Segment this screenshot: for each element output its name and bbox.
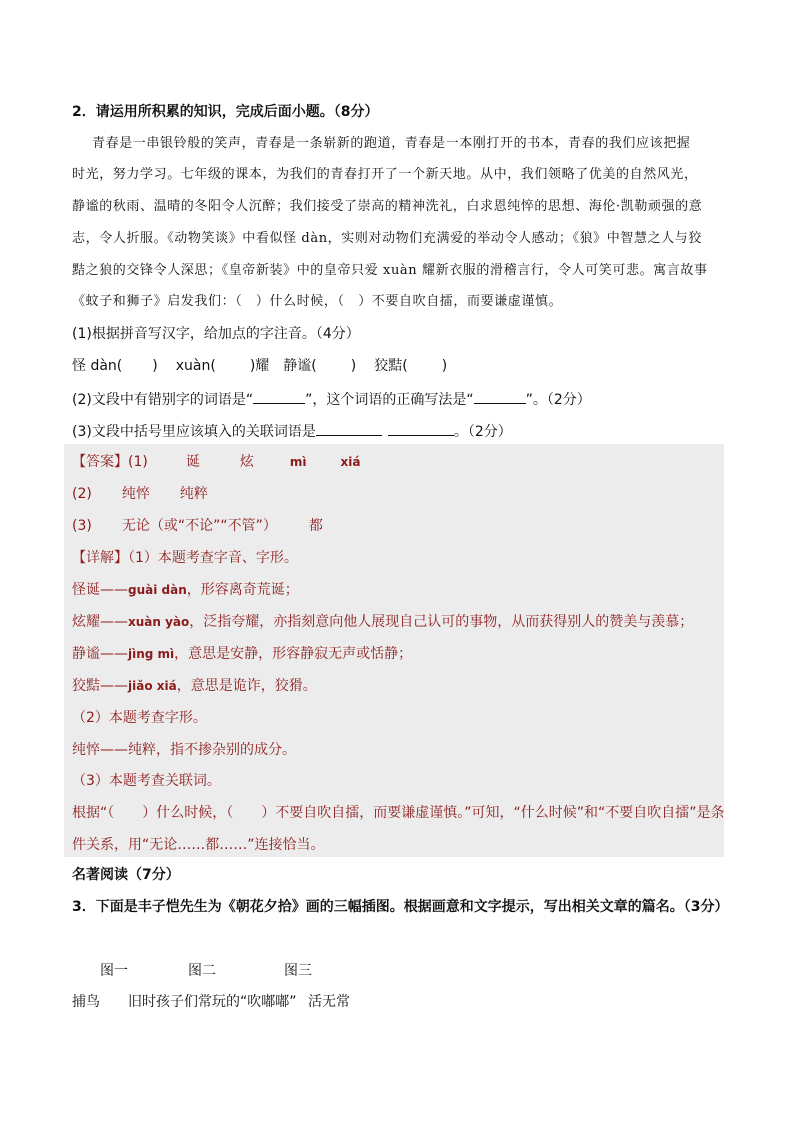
subquestion-1: (1)根据拼音写汉字，给加点的字注音。（4分） — [72, 326, 360, 342]
passage-line-5: 黠之狼的交锋令人深思；《皇帝新装》中的皇帝只爱 xuàn 耀新衣服的滑稽言行，令人可笑可悲。寓言故事 — [72, 263, 708, 278]
caption-2: 旧时孩子们常玩的“吹嘟嘟” — [128, 994, 297, 1010]
blank-wrong-word[interactable] — [253, 389, 305, 404]
caption-1: 捕鸟 — [72, 994, 100, 1010]
answer-row-3: (3) 无论（或“不论”“不管”） 都 — [72, 518, 323, 534]
question-2-title: 2．请运用所积累的知识，完成后面小题。（8分） — [72, 104, 379, 120]
caption-3: 活无常 — [308, 994, 350, 1010]
passage-line-4: 志，令人折服。《动物笑谈》中看似怪 dàn，实则对动物们充满爱的举动令人感动；《狼》中智慧之人与狡 — [72, 231, 702, 246]
explanation-line-chuncui: 纯悴——纯粹，指不掺杂别的成分。 — [72, 742, 296, 758]
passage-line-2: 时光，努力学习。七年级的课本，为我们的青春打开了一个新天地。从中，我们领略了优美的自然风光， — [72, 167, 698, 182]
answer-row-1: 【答案】(1) 诞 炫 mì xiá — [72, 454, 361, 470]
explanation-line-3b: 件关系，用“无论……都……”连接恰当。 — [72, 837, 325, 853]
item-guaidan: 怪 dàn( — [72, 358, 123, 374]
explanation-intro-1: 【详解】（1）本题考查字音、字形。 — [72, 550, 298, 566]
explanation-line-3a: 根据“（ ）什么时候，（ ）不要自吹自擂，而要谦虚谨慎。”可知，“什么时候”和“不要自吹自擂”是条 — [72, 805, 725, 821]
item-xuanyao: xuàn( — [175, 358, 216, 374]
explanation-intro-3: （3）本题考查关联词。 — [72, 773, 221, 789]
explanation-line-guaidan: 怪诞——guài dàn，形容离奇荒诞； — [72, 582, 299, 598]
figure-label-1: 图一 — [100, 963, 128, 979]
subquestion-2: (2)文段中有错别字的词语是“ ”，这个词语的正确写法是“ ”。（2分） — [72, 389, 591, 409]
answer-label: 【答案】(1) — [72, 454, 148, 470]
passage-line-3: 静谧的秋雨、温晴的冬阳令人沉醉；我们接受了崇高的精神洗礼，白求恩纯悴的思想、海伦·凯勒顽强的意 — [72, 199, 703, 214]
passage-line-1: 青春是一串银铃般的笑声，青春是一条崭新的跑道，青春是一本刚打开的书本，青春的我们应该把握 — [92, 136, 691, 151]
explanation-label: 【详解】 — [72, 550, 128, 566]
explanation-line-xuanyao: 炫耀——xuàn yào，泛指夸耀，亦指刻意向他人展现自己认可的事物，从而获得别人的赞美与羡慕； — [72, 614, 694, 630]
item-jingmi: 静谧( — [283, 358, 317, 374]
figure-label-2: 图二 — [188, 963, 216, 979]
blank-conjunction-2[interactable] — [388, 421, 454, 436]
subquestion-3: (3)文段中括号里应该填入的关联词语是 。（2分） — [72, 421, 512, 441]
subquestion-1-items: 怪 dàn( ) xuàn( )耀 静谧( ) 狡黠( ) — [72, 358, 448, 374]
question-3-title: 3．下面是丰子恺先生为《朝花夕拾》画的三幅插图。根据画意和文字提示，写出相关文章的篇名。（3分） — [72, 899, 729, 915]
item-jiaoxia: 狡黠( — [374, 358, 408, 374]
passage-line-6: 《蚊子和狮子》启发我们：（ ）什么时候，（ ）不要自吹自擂，而要谦虚谨慎。 — [72, 294, 563, 309]
explanation-line-jingmi: 静谧——jìng mì，意思是安静，形容静寂无声或恬静； — [72, 646, 413, 662]
blank-conjunction-1[interactable] — [316, 421, 382, 436]
answer-row-2: (2) 纯悴 纯粹 — [72, 486, 208, 502]
blank-correct-word[interactable] — [474, 389, 526, 404]
explanation-intro-2: （2）本题考查字形。 — [72, 710, 207, 726]
explanation-line-jiaoxia: 狡黠——jiǎo xiá，意思是诡诈，狡猾。 — [72, 678, 317, 694]
figure-label-3: 图三 — [284, 963, 312, 979]
section-title: 名著阅读（7分） — [72, 867, 180, 883]
